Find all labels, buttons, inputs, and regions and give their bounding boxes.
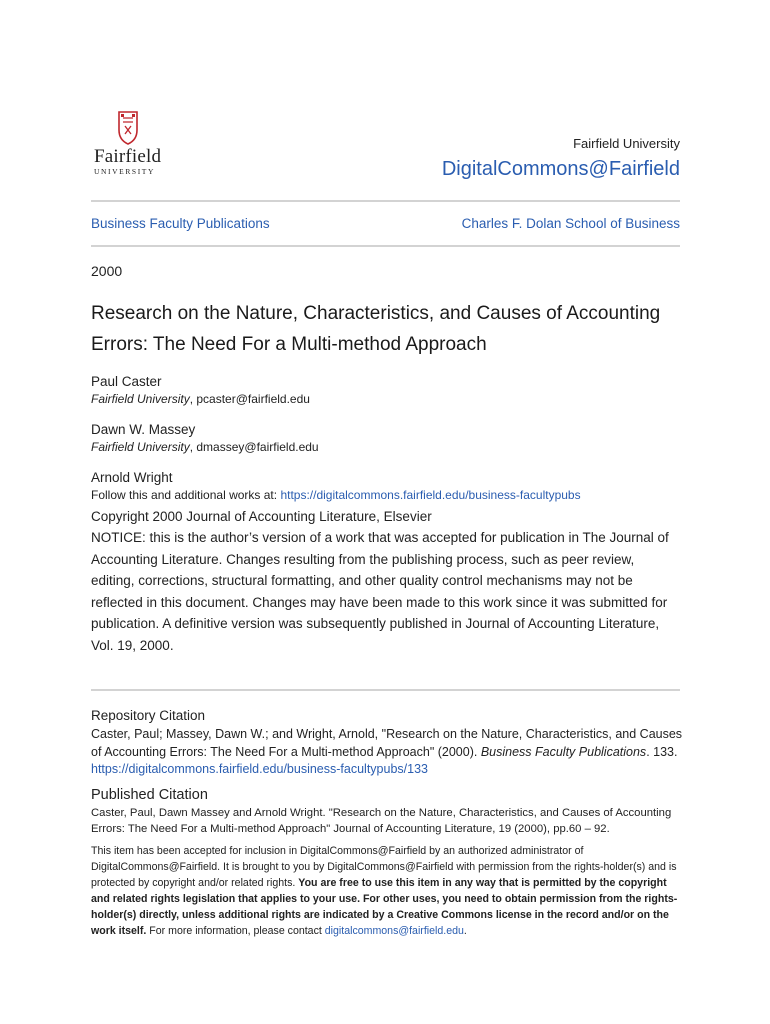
paper-title: Research on the Nature, Characteristics, and Causes of Accounting Errors: The Need For a Multi-method Approach — [91, 303, 661, 355]
publication-year: 2000 — [91, 263, 123, 279]
logo-subtitle: UNIVERSITY — [94, 167, 155, 176]
divider — [91, 245, 680, 247]
follow-text: Follow this and additional works at: — [91, 488, 281, 502]
university-crest-icon — [116, 110, 140, 146]
university-logo — [91, 110, 171, 180]
author-email[interactable]: , dmassey@fairfield.edu — [189, 440, 319, 454]
collection-link[interactable]: Business Faculty Publications — [91, 216, 270, 231]
divider — [91, 200, 680, 202]
repository-link[interactable]: DigitalCommons@Fairfield — [441, 158, 680, 180]
permission-end: . — [463, 925, 467, 937]
school-link[interactable]: Charles F. Dolan School of Business — [461, 216, 680, 231]
collection-url-link[interactable]: https://digitalcommons.fairfield.edu/business-facultypubs — [280, 488, 581, 502]
citation-series: Business Faculty Publications — [480, 744, 647, 759]
citation-text: Caster, Paul; Massey, Dawn W.; and Wright, Arnold, "Research on the Nature, Characteristics, and Causes of Accounting Errors: The Need For a Multi-method Approach" (2000). — [91, 727, 683, 759]
divider — [91, 689, 680, 691]
copyright-line: Copyright 2000 Journal of Accounting Literature, Elsevier — [91, 509, 432, 524]
author-affiliation — [91, 440, 319, 454]
author-institution: Fairfield University — [91, 440, 190, 454]
author-name: Arnold Wright — [91, 470, 173, 485]
author-email[interactable]: , pcaster@fairfield.edu — [189, 392, 310, 406]
institution-name: Fairfield University — [573, 136, 680, 151]
repository-citation — [91, 726, 683, 779]
notice-paragraph: NOTICE: this is the author’s version of a work that was accepted for publication in The Journal of Accounting Literature. Changes resulting from the publishing process, such as peer review, editing, corrections, structural formatting, and other quality control mechanisms may not be reflected in this document. Changes may have been made to this work since it was submitted for publication. A definitive version was subsequently published in Journal of Accounting Literature, Vol. 19, 2000. — [91, 530, 669, 653]
published-citation-heading: Published Citation — [91, 787, 208, 803]
permission-contact-text: For more information, please contact — [146, 925, 325, 937]
author-name: Dawn W. Massey — [91, 422, 196, 437]
cover-page — [91, 0, 683, 1024]
logo-wordmark: Fairfield — [94, 146, 162, 167]
author-institution: Fairfield University — [91, 392, 190, 406]
permission-bold-text: You are free to use this item in any way that is permitted by the copyright and related rights legislation that applies to your use. For other uses, you need to obtain permission from the rights-holder(s) directly, unless additional rights are indicated by a Creative Commons license in the record and/or on the work itself. — [91, 877, 678, 937]
item-url-link[interactable]: https://digitalcommons.fairfield.edu/business-facultypubs/133 — [91, 762, 428, 776]
follow-line — [91, 488, 581, 502]
permission-text: This item has been accepted for inclusion in DigitalCommons@Fairfield by an authorized administrator of DigitalCommons@Fairfield. It is brought to you by DigitalCommons@Fairfield with permission from the rights-holder(s) and is protected by copyright and/or related rights. — [91, 845, 677, 889]
citation-number: . 133. — [646, 744, 678, 759]
repository-citation-heading: Repository Citation — [91, 708, 206, 723]
contact-email-link[interactable]: digitalcommons@fairfield.edu — [324, 925, 464, 937]
published-citation: Caster, Paul, Dawn Massey and Arnold Wright. "Research on the Nature, Characteristics, and Causes of Accounting Errors: The Need For a Multi-method Approach" Journal of Accounting Literature, 19 (2000), pp.60 – 92. — [91, 807, 672, 835]
author-name: Paul Caster — [91, 374, 162, 389]
author-affiliation — [91, 392, 310, 406]
permission-statement — [91, 843, 683, 939]
